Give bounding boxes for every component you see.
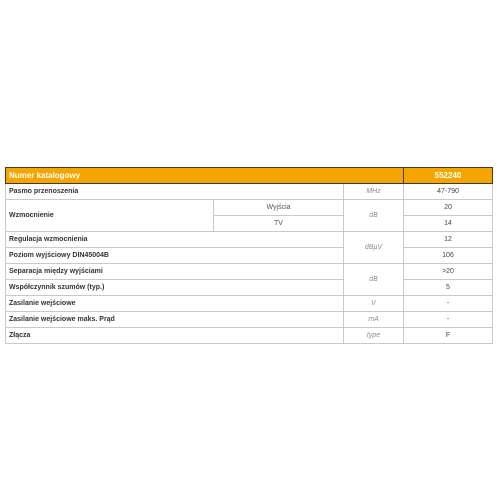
row-unit: V bbox=[344, 296, 404, 312]
row-value: - bbox=[404, 312, 493, 328]
row-value: 5 bbox=[404, 280, 493, 296]
row-label: Współczynnik szumów (typ.) bbox=[6, 280, 344, 296]
table-row bbox=[6, 312, 493, 328]
row-unit: dB bbox=[344, 264, 404, 296]
row-value: 12 bbox=[404, 232, 493, 248]
catalog-number-value: 552240 bbox=[404, 168, 493, 184]
row-unit: MHz bbox=[344, 184, 404, 200]
row-label: Zasilanie wejściowe bbox=[6, 296, 344, 312]
row-value: >20 bbox=[404, 264, 493, 280]
table-row bbox=[6, 232, 493, 248]
row-label: Zasilanie wejściowe maks. Prąd bbox=[6, 312, 344, 328]
row-label: Pasmo przenoszenia bbox=[6, 184, 344, 200]
catalog-number-label: Numer katalogowy bbox=[6, 168, 404, 184]
row-label: Poziom wyjściowy DIN45004B bbox=[6, 248, 344, 264]
table-header-row bbox=[6, 168, 493, 184]
row-value: - bbox=[404, 296, 493, 312]
row-label: Regulacja wzmocnienia bbox=[6, 232, 344, 248]
row-value: F bbox=[404, 328, 493, 344]
row-sublabel: TV bbox=[214, 216, 344, 232]
row-value: 106 bbox=[404, 248, 493, 264]
row-unit: mA bbox=[344, 312, 404, 328]
row-label: Wzmocnienie bbox=[6, 200, 214, 232]
row-label: Złącza bbox=[6, 328, 344, 344]
row-unit: dB bbox=[344, 200, 404, 232]
table-row bbox=[6, 200, 493, 216]
table-row bbox=[6, 296, 493, 312]
table-row bbox=[6, 248, 493, 264]
row-value: 14 bbox=[404, 216, 493, 232]
row-unit: dBµV bbox=[344, 232, 404, 264]
table-row bbox=[6, 184, 493, 200]
row-label: Separacja między wyjściami bbox=[6, 264, 344, 280]
table-row bbox=[6, 280, 493, 296]
spec-table bbox=[5, 167, 493, 344]
row-unit: type bbox=[344, 328, 404, 344]
row-value: 20 bbox=[404, 200, 493, 216]
row-value: 47-790 bbox=[404, 184, 493, 200]
row-sublabel: Wyjścia bbox=[214, 200, 344, 216]
table-row bbox=[6, 328, 493, 344]
table-row bbox=[6, 264, 493, 280]
